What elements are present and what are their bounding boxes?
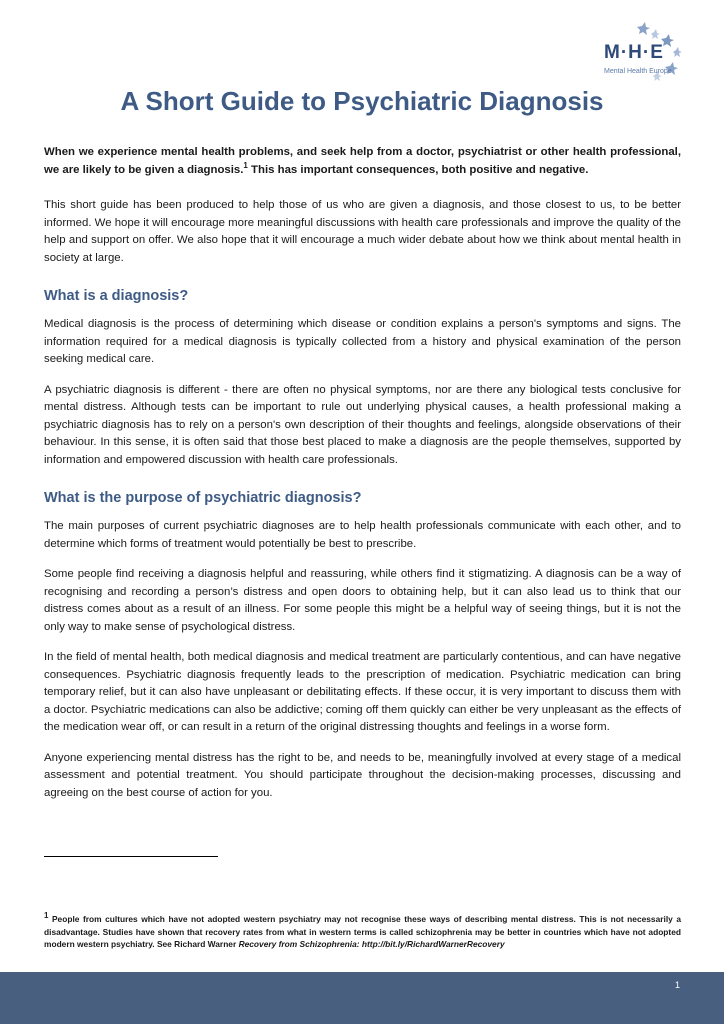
paragraph: In the field of mental health, both medical diagnosis and medical treatment are particularly contentious, and can have negative consequences. Psychiatric diagnosis frequently leads to the prescription of medication. Psychiatric medication can bring temporary relief, but it can also have unpleasant or debilitating effects. If these occur, it is very important to discuss them with a doctor. Psychiatric medications can also be addictive; coming off them quickly can either be very unpleasant as the effects of the medication wear off, or can result in a return of the original distressing thoughts and feelings in a worse form.: [44, 651, 681, 733]
paragraph: The main purposes of current psychiatric diagnoses are to help health professionals communicate with each other, and to determine which forms of treatment would potentially be best to prescribe.: [44, 520, 681, 550]
page-title: A Short Guide to Psychiatric Diagnosis: [120, 86, 604, 116]
paragraph: Some people find receiving a diagnosis helpful and reassuring, while others find it stigmatizing. A diagnosis can be a way of recognising and recording a person’s distress and open doors to obtaining help, but it can also lead us to think that our distress comes about as a result of an illness. For some people this might be a helpful way of seeing things, but it is not the only way to make sense of psychological distress.: [44, 568, 681, 633]
footnote-text: People from cultures which have not adopted western psychiatry may not recognise these ways of describing mental distress. This is not necessarily a disadvantage. Studies have shown that recovery rates from what in western terms is called schizophrenia may be better in countries which have not adopted modern western psychiatry. See Richard Warner: [44, 914, 681, 949]
mhe-logo: [592, 18, 692, 88]
intro-text-after: This has important consequences, both positive and negative.: [247, 163, 589, 176]
document-body: [44, 144, 681, 815]
footnote: [44, 913, 681, 951]
logo-subtitle: Mental Health Europe: [604, 68, 672, 75]
paragraph: A psychiatric diagnosis is different - there are often no physical symptoms, nor are there any biological tests conclusive for mental distress. Although tests can be important to rule out underlying physical causes, a health professional making a psychiatric diagnosis has to rely on a person's own description of their thoughts and feelings, alongside observations of their behaviour. In this sense, it is often said that those best placed to make a diagnosis are the people themselves, supported by information and empowered discussion with health care professionals.: [44, 383, 681, 466]
logo-mark: M·H·E: [604, 42, 664, 63]
footnote-marker: 1: [44, 911, 49, 921]
paragraph: This short guide has been produced to help those of us who are given a diagnosis, and those closest to us, to be better informed. We hope it will encourage more meaningful discussions with health care professionals and improve the quality of the help and support on offer. We also hope that it will encourage a much wider debate about how we think about mental health in society at large.: [44, 199, 681, 264]
intro-text: When we experience mental health problems, and seek help from a doctor, psychiatrist or other health professional, we are likely to be given a diagnosis.: [44, 146, 681, 176]
paragraph: Medical diagnosis is the process of determining which disease or condition explains a person's symptoms and signs. The information required for a medical diagnosis is typically collected from a history and physical examination of the person seeking medical care.: [44, 318, 681, 365]
footnote-divider: [44, 856, 218, 857]
footnote-reference: 1: [243, 160, 248, 170]
section-heading-diagnosis: What is a diagnosis?: [44, 288, 189, 304]
page-number: 1: [674, 980, 680, 990]
paragraph: Anyone experiencing mental distress has the right to be, and needs to be, meaningfully involved at every stage of a medical assessment and potential treatment. You should participate throughout the decision-making processes, discussing and agreeing on the best course of action for you.: [44, 751, 681, 799]
intro-paragraph: [44, 144, 681, 179]
footnote-citation: Recovery from Schizophrenia: http://bit.ly/RichardWarnerRecovery: [238, 939, 505, 949]
section-heading-purpose: What is the purpose of psychiatric diagnosis?: [44, 490, 362, 506]
footer-bar: [0, 972, 724, 1024]
